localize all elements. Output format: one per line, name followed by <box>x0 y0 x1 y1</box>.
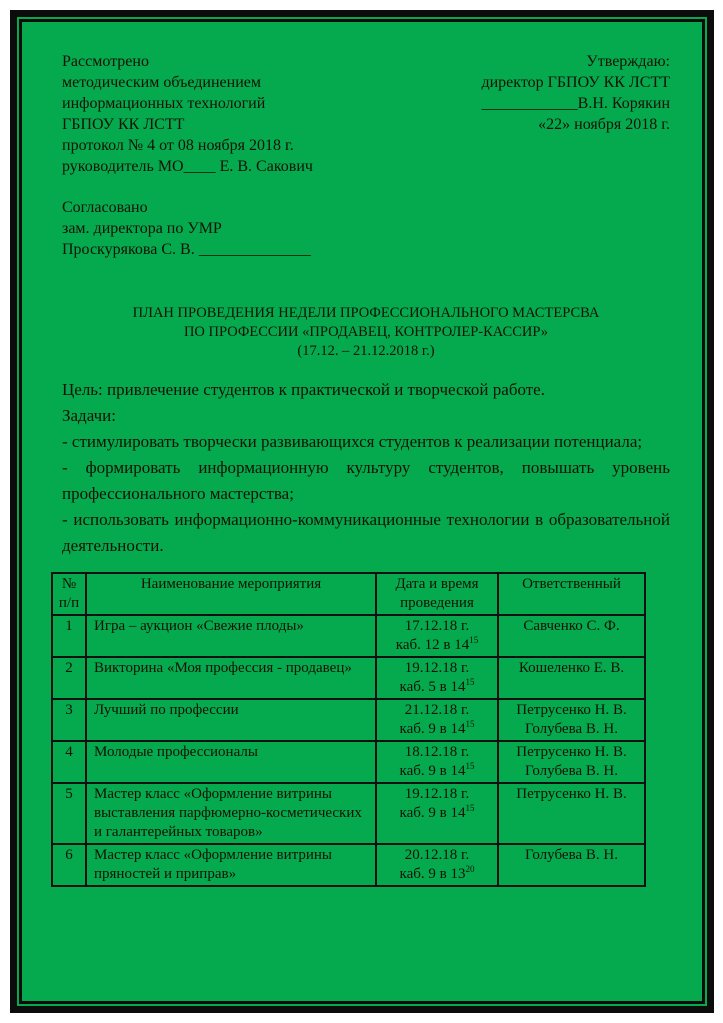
room-time-line: каб. 9 в $14^{15}$ <box>399 761 475 779</box>
responsible-line: Савченко С. Ф. <box>523 618 620 634</box>
header-event-cell: Наименование мероприятия <box>86 573 376 615</box>
responsible-line: Петрусенко Н. В. <box>516 744 627 760</box>
tasks-label: Задачи: <box>62 406 116 425</box>
header-responsible-cell: Ответственный <box>498 573 645 615</box>
date-line: 20.12.18 г. <box>404 847 470 863</box>
goals-tasks-block <box>62 377 670 559</box>
plan-title <box>62 304 670 361</box>
responsible-line: Петрусенко Н. В. <box>516 702 627 718</box>
task-item-3-line-1: - использовать информационно-коммуникационные технологии в образовательной <box>62 510 670 529</box>
responsible-cell <box>498 657 645 699</box>
event-name-cell: Молодые профессионалы <box>86 741 376 783</box>
room-time-line: каб. 9 в $14^{15}$ <box>399 803 475 821</box>
reviewed-line: протокол № 4 от 08 ноября 2018 г. <box>62 137 294 154</box>
date-time-cell <box>376 699 498 741</box>
time-superscript: 15 <box>465 761 475 771</box>
table-row <box>52 615 645 657</box>
time-superscript: 15 <box>465 803 475 813</box>
responsible-line: Петрусенко Н. В. <box>516 786 627 802</box>
header-datetime-cell <box>376 573 498 615</box>
row-number-cell: 4 <box>52 741 86 783</box>
date-time-cell <box>376 741 498 783</box>
responsible-line: Голубева В. Н. <box>525 847 618 863</box>
row-number-cell: 2 <box>52 657 86 699</box>
approved-line: директор ГБПОУ КК ЛСТТ <box>481 74 670 91</box>
date-line: 19.12.18 г. <box>404 660 470 676</box>
responsible-cell <box>498 699 645 741</box>
header-datetime-line-2: проведения <box>400 595 474 611</box>
event-name-cell: Игра – аукцион «Свежие плоды» <box>86 615 376 657</box>
agreed-block <box>62 197 670 260</box>
header-num-cell <box>52 573 86 615</box>
document-content <box>58 51 670 887</box>
task-item-1: - стимулировать творчески развивающихся студентов к реализации потенциала; <box>62 432 643 451</box>
reviewed-block <box>62 51 313 177</box>
events-table <box>51 572 646 887</box>
header-num-line-2: п/п <box>58 595 80 611</box>
room-time-line: каб. 9 в $14^{15}$ <box>399 719 475 737</box>
agreed-line signature-line: Проскурякова С. В. ______________ <box>62 241 311 258</box>
table-row <box>52 783 645 844</box>
plan-title-line-1: ПЛАН ПРОВЕДЕНИЯ НЕДЕЛИ ПРОФЕССИОНАЛЬНОГО МАСТЕРСВА <box>132 305 600 321</box>
date-time-cell <box>376 844 498 886</box>
responsible-cell <box>498 615 645 657</box>
time-superscript: 15 <box>465 677 475 687</box>
row-number-cell: 3 <box>52 699 86 741</box>
header-datetime-line-1: Дата и время <box>395 576 479 592</box>
plan-title-line-2: ПО ПРОФЕССИИ «ПРОДАВЕЦ, КОНТРОЛЕР-КАССИР» <box>183 324 549 340</box>
table-row <box>52 844 645 886</box>
reviewed-line: руководитель МО____ Е. В. Сакович <box>62 158 313 175</box>
responsible-cell <box>498 741 645 783</box>
responsible-cell <box>498 783 645 844</box>
task-item-2-line-2: профессионального мастерства; <box>62 484 294 503</box>
responsible-line: Голубева В. Н. <box>525 721 618 737</box>
responsible-cell <box>498 844 645 886</box>
table-row <box>52 699 645 741</box>
table-row <box>52 741 645 783</box>
plan-title-dates: (17.12. – 21.12.2018 г.) <box>297 343 435 359</box>
date-line: 19.12.18 г. <box>404 786 470 802</box>
room-time-line: каб. 12 в $14^{15}$ <box>395 635 479 653</box>
responsible-line: Кошеленко Е. В. <box>518 660 625 676</box>
reviewed-line: ГБПОУ КК ЛСТТ <box>62 116 185 133</box>
room-time-line: каб. 9 в $13^{20}$ <box>399 864 475 882</box>
date-time-cell <box>376 657 498 699</box>
reviewed-line: информационных технологий <box>62 95 266 112</box>
reviewed-line: методическим объединением <box>62 74 261 91</box>
row-number-cell: 5 <box>52 783 86 844</box>
time-superscript: 15 <box>465 719 475 729</box>
goal-line: Цель: привлечение студентов к практической и творческой работе. <box>62 380 545 399</box>
date-line: 18.12.18 г. <box>404 744 470 760</box>
room-time-line: каб. 5 в $14^{15}$ <box>399 677 475 695</box>
row-number-cell: 1 <box>52 615 86 657</box>
task-item-2-line-1: - формировать информационную культуру студентов, повышать уровень <box>62 458 670 477</box>
time-superscript: 20 <box>465 864 475 874</box>
date-time-cell <box>376 783 498 844</box>
row-number-cell: 6 <box>52 844 86 886</box>
event-name-cell: Лучший по профессии <box>86 699 376 741</box>
task-item-3-line-2: деятельности. <box>62 536 164 555</box>
event-name-cell: Викторина «Моя профессия - продавец» <box>86 657 376 699</box>
date-time-cell <box>376 615 498 657</box>
table-header-row <box>52 573 645 615</box>
page-frame <box>10 10 714 1013</box>
agreed-line: Согласовано <box>62 199 148 216</box>
agreed-line: зам. директора по УМР <box>62 220 222 237</box>
header-num-line-1: № <box>61 576 77 592</box>
date-line: 17.12.18 г. <box>404 618 470 634</box>
responsible-line: Голубева В. Н. <box>525 763 618 779</box>
approved-block <box>481 51 670 177</box>
event-name-cell: Мастер класс «Оформление витрины пряностей и приправ» <box>86 844 376 886</box>
approved-line signature-line: ____________В.Н. Корякин <box>481 95 670 112</box>
reviewed-line: Рассмотрено <box>62 53 149 70</box>
approved-line: «22» ноября 2018 г. <box>538 116 670 133</box>
approved-line: Утверждаю: <box>586 53 670 70</box>
time-superscript: 15 <box>469 635 479 645</box>
date-line: 21.12.18 г. <box>404 702 470 718</box>
event-name-cell: Мастер класс «Оформление витрины выставления парфюмерно-косметических и галантерейных товаров» <box>86 783 376 844</box>
table-row <box>52 657 645 699</box>
approval-block <box>62 51 670 177</box>
